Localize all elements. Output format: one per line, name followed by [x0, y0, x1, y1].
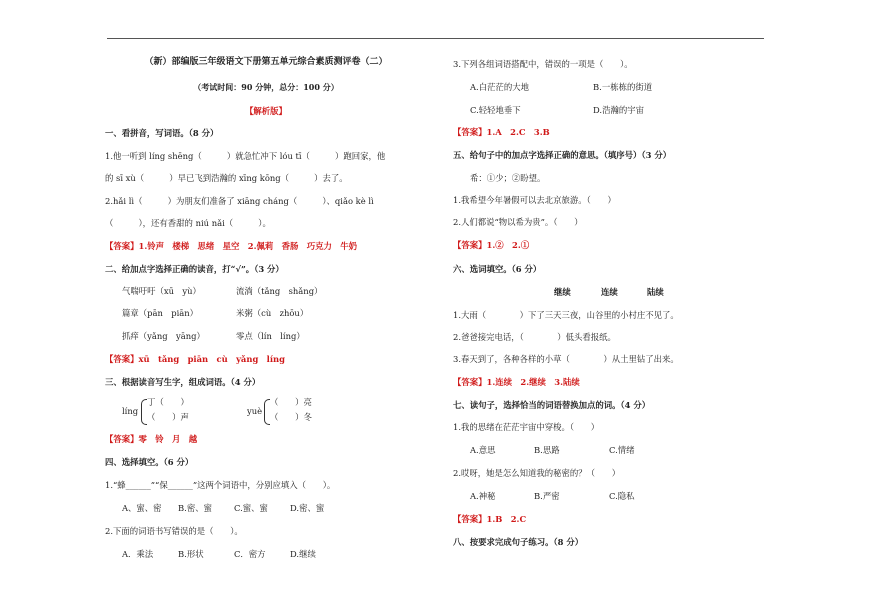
s4-question-1: 1.“蜂______”“保______”这两个词语中，分别应填入（ ）。 [105, 480, 336, 490]
s7-q1-option: C.情绪 [609, 445, 635, 455]
s4-q2-option: C．密方 [234, 549, 266, 559]
s6-question-2: 2.爸爸接完电话，（ ）低头看报纸。 [453, 332, 616, 342]
s6-question-3: 3.春天到了，各种各样的小草（ ）从土里钻了出来。 [453, 354, 679, 364]
exam-info: （考试时间：90 分钟，总分：100 分） [193, 82, 339, 92]
s4-q1-option: A、蜜、密 [122, 503, 162, 513]
s3-blank: （ ）亮 [270, 397, 312, 407]
s3-pinyin: yuè [247, 406, 263, 416]
s5-question-1: 1.我希望今年暑假可以去北京旅游。（ ） [453, 195, 616, 205]
s2-item: 抓痒（yǎng yāng） [122, 331, 205, 341]
s7-q1-option: B.思路 [534, 445, 560, 455]
s5-definition: 希：①少；②盼望。 [470, 173, 546, 183]
s5-question-2: 2.人们都说“物以希为贵”。（ ） [453, 217, 583, 227]
s4-q2-option: B.形状 [178, 549, 204, 559]
s1-answer: 【答案】1.铃声 楼梯 思绪 星空 2.佩莉 香肠 巧克力 牛奶 [105, 241, 357, 251]
s7-q2-option: B.严密 [534, 491, 560, 501]
s6-word: 连续 [601, 287, 618, 297]
section-6-heading: 六、选词填空。（6 分） [453, 264, 542, 274]
section-2-heading: 二、给加点字选择正确的读音，打“√”。（3 分） [105, 264, 284, 274]
s2-item: 篇章（pān piān） [122, 308, 199, 318]
s4-q2-option: A．乘法 [122, 549, 154, 559]
s1-line-1: 1.他一听到 líng shēng（ ）就急忙冲下 lóu tī（ ）跑回家，他 [105, 151, 386, 161]
s1-line-2: 的 sī xù（ ）早已飞到浩瀚的 xīng kōng（ ）去了。 [105, 173, 348, 183]
q3-option: A.白茫茫的大地 [470, 82, 529, 92]
s3-blank: 丁（ ） [147, 397, 189, 407]
q3-option: D.浩瀚的宇宙 [593, 105, 644, 115]
s5-answer: 【答案】1.② 2.① [453, 240, 530, 250]
s3-blank: （ ）冬 [270, 412, 312, 422]
s7-q1-option: A.意思 [470, 445, 496, 455]
document-title: （新）部编版三年级语文下册第五单元综合素质测评卷（二） [144, 57, 388, 67]
section-3-heading: 三、根据读音写生字，组成词语。（4 分） [105, 377, 261, 387]
s2-item: 流淌（tǎng shǎng） [236, 286, 323, 296]
s4-answer: 【答案】1.A 2.C 3.B [453, 127, 550, 137]
s4-q1-option: D.密、蜜 [290, 503, 325, 513]
s7-q2-option: C.隐私 [609, 491, 635, 501]
s3-pinyin: líng [122, 406, 139, 416]
s4-q2-option: D.继续 [290, 549, 316, 559]
q3-option: C.轻轻地垂下 [470, 105, 521, 115]
s1-line-3: 2.hǎi lì（ ）为朋友们准备了 xiāng cháng（ ）、qiǎo kè lì [105, 196, 374, 206]
s7-question-1: 1.我的思绪在茫茫宇宙中穿梭。（ ） [453, 422, 600, 432]
s6-word: 继续 [554, 287, 571, 297]
s6-question-1: 1.大雨（ ）下了三天三夜，山谷里的小村庄不见了。 [453, 310, 679, 320]
s2-item: 气喘吁吁（xū yù） [122, 286, 201, 296]
edition-label: 【解析版】 [245, 106, 287, 116]
s4-q1-option: C.蜜、蜜 [234, 503, 268, 513]
section-7-heading: 七、读句子，选择恰当的词语替换加点的词。（4 分） [453, 400, 651, 410]
section-5-heading: 五、给句子中的加点字选择正确的意思。（填序号）（3 分） [453, 150, 672, 160]
s6-answer: 【答案】1.连续 2.继续 3.陆续 [453, 377, 580, 387]
header-rule [107, 38, 764, 39]
s1-line-4: （ ），还有香甜的 niú nǎi（ ）。 [105, 218, 271, 228]
s6-word: 陆续 [647, 287, 664, 297]
s2-item: 零点（lín líng） [236, 331, 305, 341]
q3-option: B.一栋栋的街道 [593, 82, 653, 92]
s4-question-2: 2.下面的词语书写错误的是（ ）。 [105, 526, 243, 536]
s2-item: 米粥（cù zhōu） [236, 308, 309, 318]
section-4-heading: 四、选择填空。（6 分） [105, 457, 194, 467]
section-8-heading: 八、按要求完成句子练习。（8 分） [453, 537, 584, 547]
s2-answer: 【答案】xū tǎng piān cù yǎng líng [105, 354, 285, 364]
s3-blank: （ ）声 [147, 412, 189, 422]
s7-q2-option: A.神秘 [470, 491, 496, 501]
s4-q1-option: B.密、蜜 [178, 503, 212, 513]
s3-answer: 【答案】零 铃 月 越 [105, 434, 198, 444]
q3-question: 3.下列各组词语搭配中，错误的一项是（ ）。 [453, 59, 633, 69]
section-1-heading: 一、看拼音，写词语。（8 分） [105, 128, 219, 138]
s7-answer: 【答案】1.B 2.C [453, 514, 527, 524]
s7-question-2: 2.哎呀，她是怎么知道我的秘密的？（ ） [453, 468, 621, 478]
